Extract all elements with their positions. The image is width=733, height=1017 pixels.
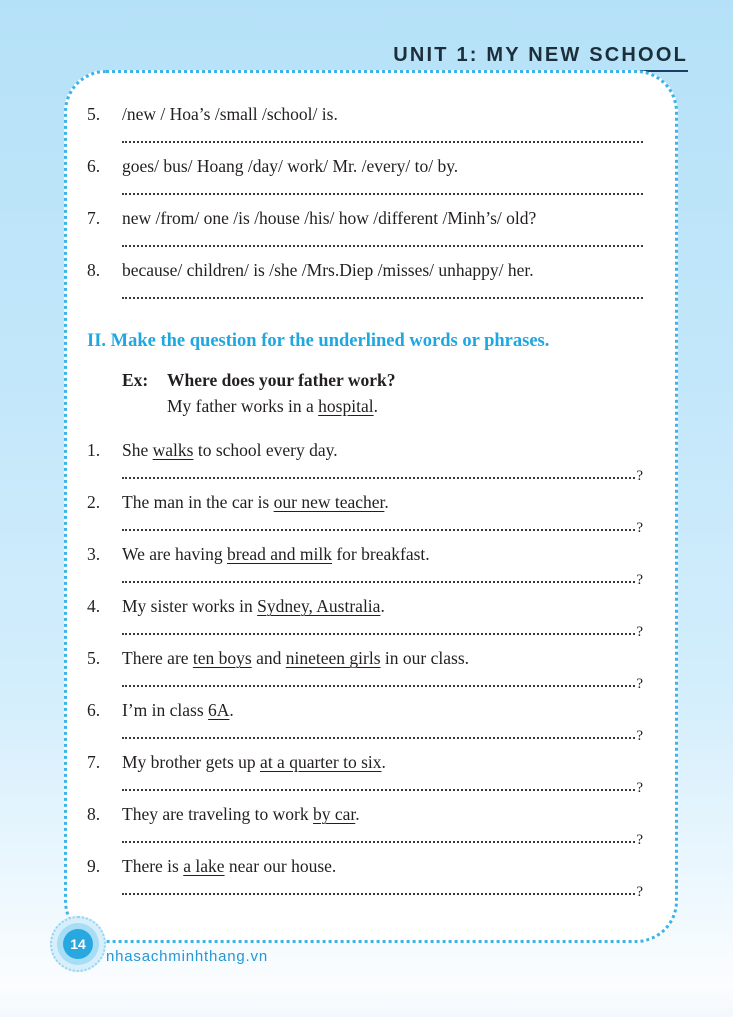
text-part: . (373, 396, 378, 416)
underlined-phrase: Sydney, Australia (257, 596, 381, 616)
exercise-item (87, 699, 643, 751)
worksheet-content (67, 73, 675, 907)
exercise-item (87, 855, 643, 907)
dotted-line (122, 625, 635, 635)
dotted-line (122, 289, 643, 299)
example-label: Ex: (122, 370, 149, 390)
dotted-line (122, 781, 635, 791)
answer-line (122, 187, 643, 195)
item-text (122, 751, 386, 773)
item-number: 5. (87, 104, 101, 124)
answer-line (122, 520, 643, 536)
text-part: There is (122, 856, 184, 876)
item-number: 7. (87, 752, 101, 772)
item-number: 9. (87, 856, 101, 876)
exercise-item (87, 647, 643, 699)
question-mark: ? (636, 572, 643, 588)
example-answer (167, 395, 643, 417)
exercise-item (87, 103, 643, 155)
answer-line (122, 468, 643, 484)
answer-line (122, 832, 643, 848)
page-number: 14 (63, 929, 93, 959)
exercise-item (87, 803, 643, 855)
example-question: Where does your father work? (167, 370, 396, 390)
dotted-line (122, 185, 643, 195)
text-part: for breakfast. (331, 544, 430, 564)
dotted-line (122, 885, 635, 895)
dotted-line (122, 573, 635, 583)
exercise-item (87, 543, 643, 595)
question-mark: ? (636, 468, 643, 484)
section2-heading: II. Make the question for the underlined words or phrases. (87, 331, 550, 351)
exercise-item (87, 259, 643, 311)
answer-line (122, 780, 643, 796)
item-text: goes/ bus/ Hoang /day/ work/ Mr. /every/ to/ by. (122, 156, 459, 176)
item-number: 6. (87, 700, 101, 720)
item-text (122, 439, 338, 461)
text-part: My sister works in (122, 596, 258, 616)
item-text (122, 491, 389, 513)
text-part: She (122, 440, 153, 460)
item-number: 1. (87, 440, 101, 460)
item-number: 2. (87, 492, 101, 512)
item-number: 3. (87, 544, 101, 564)
item-text (122, 647, 469, 669)
text-part: There are (122, 648, 193, 668)
question-mark: ? (636, 832, 643, 848)
dotted-line (122, 521, 635, 531)
underlined-phrase: by car (312, 804, 356, 824)
item-number: 6. (87, 156, 101, 176)
underlined-phrase: our new teacher (273, 492, 385, 512)
item-text: /new / Hoa’s /small /school/ is. (122, 104, 338, 124)
item-text (122, 803, 360, 825)
dotted-line (122, 133, 643, 143)
answer-line (122, 239, 643, 247)
underlined-phrase: a lake (183, 856, 225, 876)
exercise-item (87, 155, 643, 207)
underlined-phrase: bread and milk (227, 544, 332, 564)
underlined-phrase: hospital (318, 396, 374, 416)
dotted-line (122, 469, 635, 479)
dotted-line (122, 237, 643, 247)
text-part: The man in the car is (122, 492, 274, 512)
question-mark: ? (636, 728, 643, 744)
page-number-badge-ring (57, 923, 99, 965)
item-number: 5. (87, 648, 101, 668)
question-mark: ? (636, 676, 643, 692)
text-part: . (384, 492, 389, 512)
underlined-phrase: nineteen girls (285, 648, 381, 668)
text-part: I’m in class (122, 700, 209, 720)
text-part: . (380, 596, 385, 616)
answer-line (122, 676, 643, 692)
item-text: because/ children/ is /she /Mrs.Diep /misses/ unhappy/ her. (122, 260, 534, 280)
item-number: 4. (87, 596, 101, 616)
dotted-line (122, 677, 635, 687)
underlined-phrase: walks (152, 440, 194, 460)
unit-title: UNIT 1: MY NEW SCHOOL (393, 44, 688, 72)
text-part: . (229, 700, 234, 720)
underlined-phrase: at a quarter to six (260, 752, 382, 772)
answer-line (122, 135, 643, 143)
underlined-phrase: ten boys (192, 648, 252, 668)
section1-items (87, 103, 643, 311)
answer-line (122, 884, 643, 900)
text-part: to school every day. (193, 440, 338, 460)
question-mark: ? (636, 780, 643, 796)
text-part: . (355, 804, 360, 824)
text-part: They are traveling to work (122, 804, 313, 824)
text-part: My brother gets up (122, 752, 261, 772)
exercise-item (87, 595, 643, 647)
section2-items (87, 439, 643, 907)
example-block (87, 369, 643, 417)
text-part: in our class. (380, 648, 470, 668)
exercise-item (87, 491, 643, 543)
item-text (122, 855, 336, 877)
underlined-phrase: 6A (208, 700, 230, 720)
text-part: . (381, 752, 386, 772)
question-mark: ? (636, 884, 643, 900)
text-part: My father works in a (167, 396, 319, 416)
exercise-item (87, 751, 643, 803)
exercise-item (87, 439, 643, 491)
item-text (122, 699, 234, 721)
exercise-item (87, 207, 643, 259)
dotted-line (122, 729, 635, 739)
text-part: and (251, 648, 286, 668)
text-part: We are having (122, 544, 227, 564)
worksheet-card (64, 70, 678, 943)
item-text (122, 543, 430, 565)
publisher-website: nhasachminhthang.vn (106, 948, 268, 965)
question-mark: ? (636, 520, 643, 536)
question-mark: ? (636, 624, 643, 640)
answer-line (122, 728, 643, 744)
item-number: 8. (87, 260, 101, 280)
item-text (122, 595, 385, 617)
answer-line (122, 624, 643, 640)
answer-line (122, 572, 643, 588)
text-part: near our house. (224, 856, 337, 876)
answer-line (122, 291, 643, 299)
item-number: 8. (87, 804, 101, 824)
page-number-badge (50, 916, 106, 972)
item-text: new /from/ one /is /house /his/ how /different /Minh’s/ old? (122, 208, 537, 228)
item-number: 7. (87, 208, 101, 228)
dotted-line (122, 833, 635, 843)
